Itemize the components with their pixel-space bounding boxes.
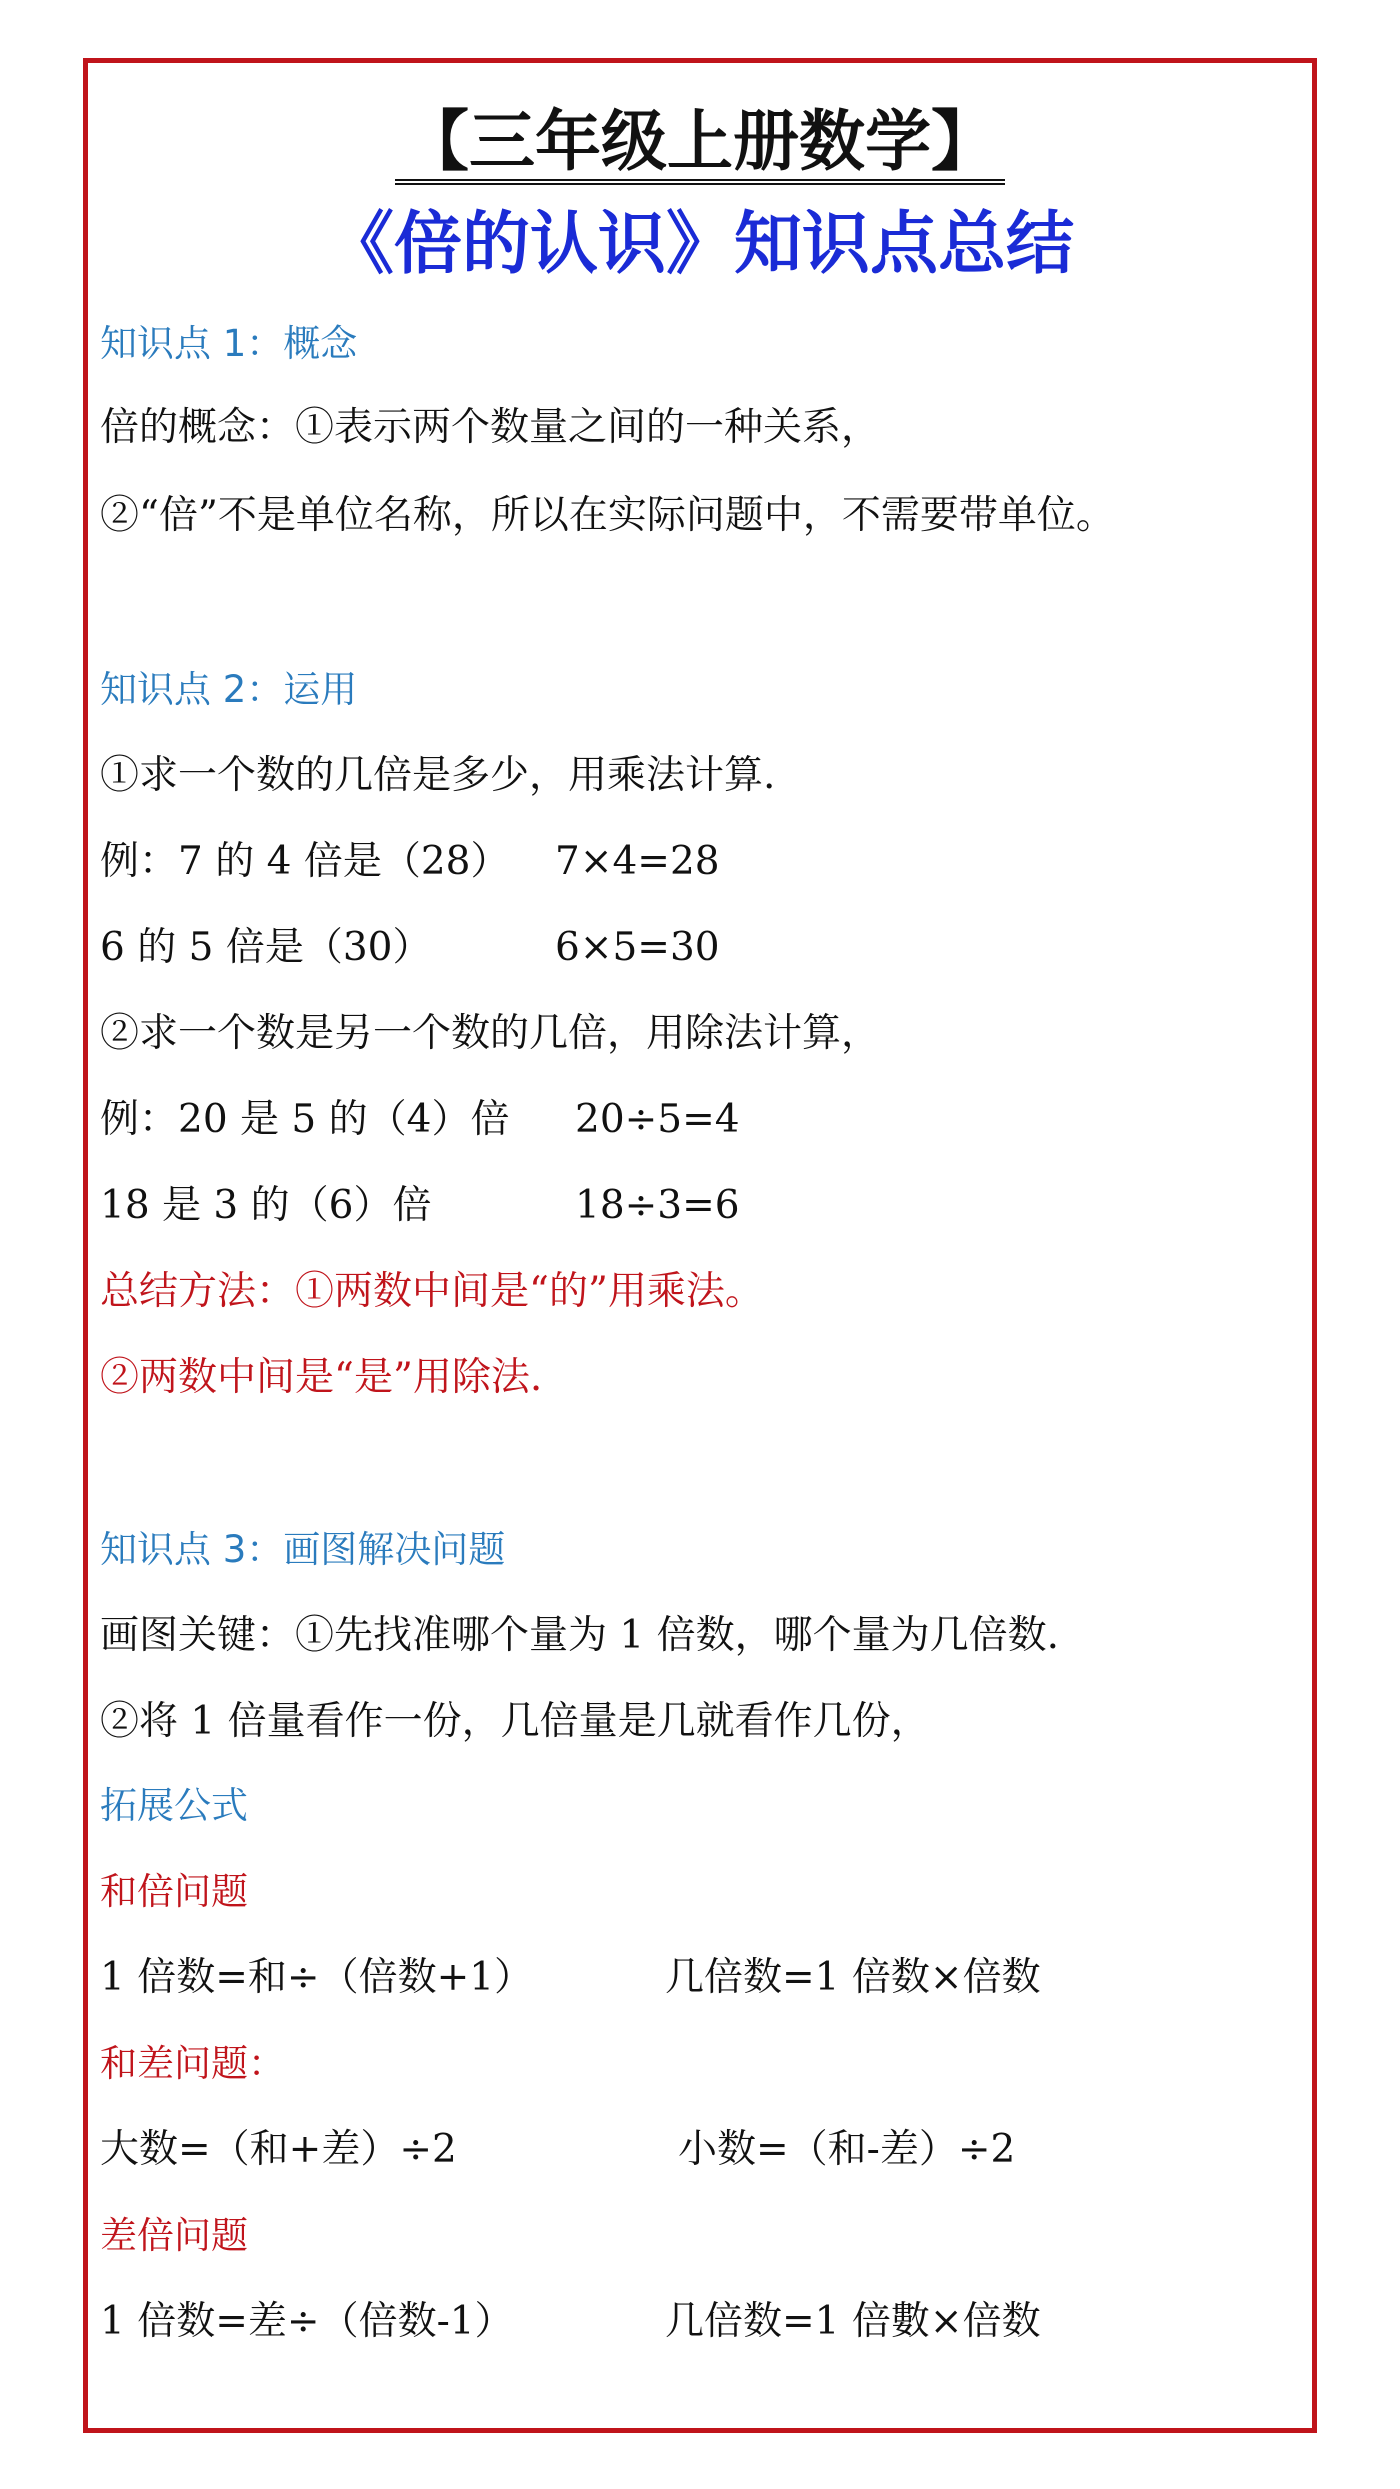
example-3-question: 例：20 是 5 的（4）倍 bbox=[100, 1097, 510, 1142]
example-2-calc: 6×5=30 bbox=[555, 925, 720, 970]
drawing-key-line-2: ②将 1 倍量看作一份，几倍量是几就看作几份， bbox=[100, 1699, 930, 1744]
drawing-key-line-1: 画图关键：①先找准哪个量为 1 倍数，哪个量为几倍数. bbox=[100, 1613, 1060, 1658]
sum-multiple-heading: 和倍问题 bbox=[100, 1870, 248, 1913]
sum-diff-formula-a: 大数=（和+差）÷2 bbox=[100, 2127, 457, 2172]
diff-multiple-heading: 差倍问题 bbox=[100, 2214, 248, 2257]
page-title bbox=[0, 102, 1400, 185]
concept-line-1: 倍的概念：①表示两个数量之间的一种关系， bbox=[100, 405, 881, 450]
example-row-1 bbox=[100, 834, 1300, 890]
diff-multiple-formula-a: 1 倍数=差÷（倍数-1） bbox=[100, 2299, 514, 2344]
diff-multiple-formula-b: 几倍数=1 倍數×倍数 bbox=[665, 2299, 1041, 2344]
example-4-question: 18 是 3 的（6）倍 bbox=[100, 1183, 432, 1228]
page-subtitle: 《倍的认识》知识点总结 bbox=[325, 205, 1074, 284]
sum-multiple-formula-a: 1 倍数=和÷（倍数+1） bbox=[100, 1955, 534, 2000]
example-2-question: 6 的 5 倍是（30） bbox=[100, 925, 432, 970]
example-1-question: 例：7 的 4 倍是（28） bbox=[100, 839, 510, 884]
example-row-2 bbox=[100, 920, 1300, 976]
example-row-3 bbox=[100, 1092, 1300, 1148]
summary-line-2: ②两数中间是“是”用除法. bbox=[100, 1355, 543, 1400]
example-1-calc: 7×4=28 bbox=[555, 839, 720, 884]
sum-diff-formulas bbox=[100, 2122, 1300, 2178]
section3-heading: 知识点 3：画图解决问题 bbox=[100, 1528, 506, 1571]
sum-diff-formula-b: 小数=（和-差）÷2 bbox=[678, 2127, 1016, 2172]
example-row-4 bbox=[100, 1178, 1300, 1234]
rule-divide: ②求一个数是另一个数的几倍，用除法计算， bbox=[100, 1011, 881, 1056]
sum-diff-heading: 和差问题： bbox=[100, 2042, 285, 2085]
diff-multiple-formulas bbox=[100, 2294, 1300, 2350]
concept-line-2: ②“倍”不是单位名称，所以在实际问题中，不需要带单位。 bbox=[100, 493, 1115, 538]
summary-line-1: 总结方法：①两数中间是“的”用乘法。 bbox=[100, 1269, 764, 1314]
rule-multiply: ①求一个数的几倍是多少，用乘法计算. bbox=[100, 753, 776, 798]
sum-multiple-formula-b: 几倍数=1 倍数×倍数 bbox=[665, 1955, 1041, 2000]
section1-heading: 知识点 1：概念 bbox=[100, 322, 358, 365]
extension-heading: 拓展公式 bbox=[100, 1784, 248, 1827]
example-4-calc: 18÷3=6 bbox=[575, 1183, 740, 1228]
page-title-text: 【三年级上册数学】 bbox=[395, 105, 1005, 185]
section2-heading: 知识点 2：运用 bbox=[100, 668, 358, 711]
sum-multiple-formulas bbox=[100, 1950, 1300, 2006]
example-3-calc: 20÷5=4 bbox=[575, 1097, 740, 1142]
